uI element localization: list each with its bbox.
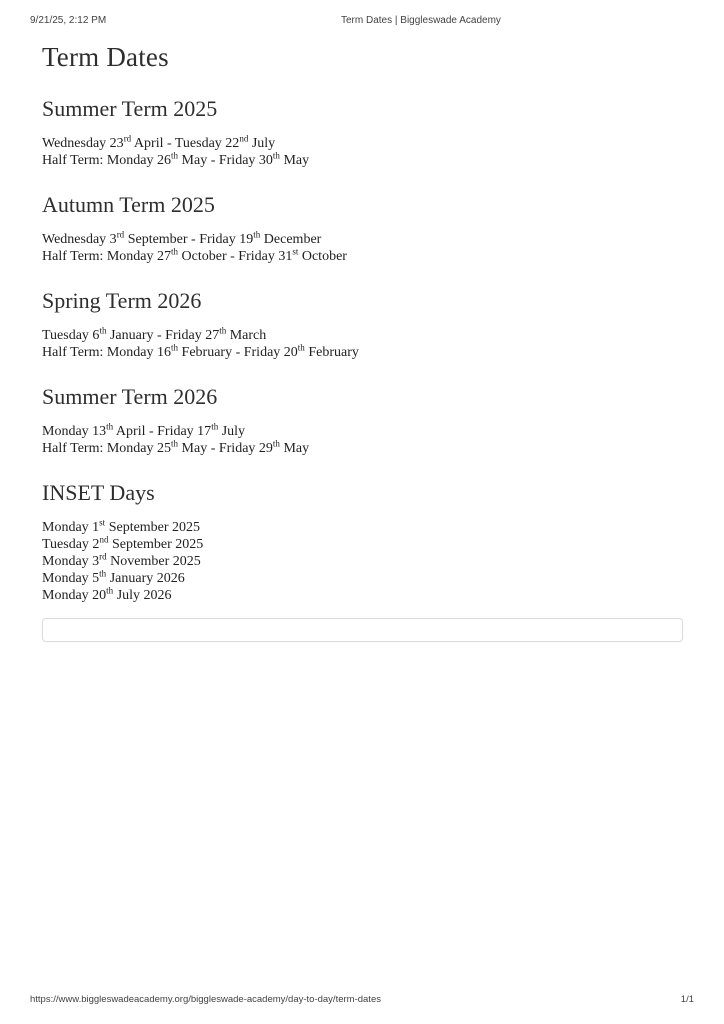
ordinal-suffix: th xyxy=(253,229,261,240)
print-footer xyxy=(30,994,694,1008)
section-dates: Wednesday 23rd April - Tuesday 22nd July Half Term: Monday 26th May - Friday 30th May xyxy=(42,133,310,168)
ordinal-suffix: th xyxy=(272,150,280,161)
ordinal-suffix: rd xyxy=(123,133,132,144)
empty-input-box xyxy=(42,618,683,642)
ordinal-suffix: th xyxy=(99,568,107,579)
print-header-datetime: 9/21/25, 2:12 PM xyxy=(30,15,107,26)
ordinal-suffix: th xyxy=(171,150,179,161)
ordinal-suffix: nd xyxy=(239,133,249,144)
print-footer-page-indicator: 1/1 xyxy=(680,994,694,1005)
document-body xyxy=(42,42,683,642)
ordinal-suffix: th xyxy=(211,421,219,432)
ordinal-suffix: th xyxy=(171,246,179,257)
section-dates: Monday 1st September 2025 Tuesday 2nd September 2025 Monday 3rd November 2025 Monday 5th January 2026 Monday 20th July 2026 xyxy=(42,517,204,603)
ordinal-suffix: th xyxy=(297,342,305,353)
section-dates: Tuesday 6th January - Friday 27th March Half Term: Monday 16th February - Friday 20th February xyxy=(42,325,359,360)
term-sections xyxy=(42,96,683,604)
print-header-document-title: Term Dates | Biggleswade Academy xyxy=(341,15,501,26)
section-heading: Summer Term 2026 xyxy=(42,384,218,409)
ordinal-suffix: th xyxy=(171,342,179,353)
ordinal-suffix: th xyxy=(171,438,179,449)
section-heading: Spring Term 2026 xyxy=(42,288,202,313)
section-heading: INSET Days xyxy=(42,480,155,505)
section-dates: Wednesday 3rd September - Friday 19th December Half Term: Monday 27th October - Friday 31st October xyxy=(42,229,347,264)
section-heading: Autumn Term 2025 xyxy=(42,192,215,217)
ordinal-suffix: th xyxy=(219,325,227,336)
ordinal-suffix: th xyxy=(272,438,280,449)
ordinal-suffix: th xyxy=(106,421,114,432)
ordinal-suffix: th xyxy=(106,585,114,596)
section-heading: Summer Term 2025 xyxy=(42,96,218,121)
print-footer-url: https://www.biggleswadeacademy.org/biggleswade-academy/day-to-day/term-dates xyxy=(30,994,381,1005)
print-header xyxy=(30,15,694,29)
ordinal-suffix: th xyxy=(99,325,107,336)
page-title: Term Dates xyxy=(42,42,169,72)
section-dates: Monday 13th April - Friday 17th July Half Term: Monday 25th May - Friday 29th May xyxy=(42,421,310,456)
ordinal-suffix: rd xyxy=(99,551,107,562)
ordinal-suffix: nd xyxy=(99,534,109,545)
ordinal-suffix: st xyxy=(292,246,299,257)
ordinal-suffix: rd xyxy=(116,229,125,240)
ordinal-suffix: st xyxy=(99,517,106,528)
